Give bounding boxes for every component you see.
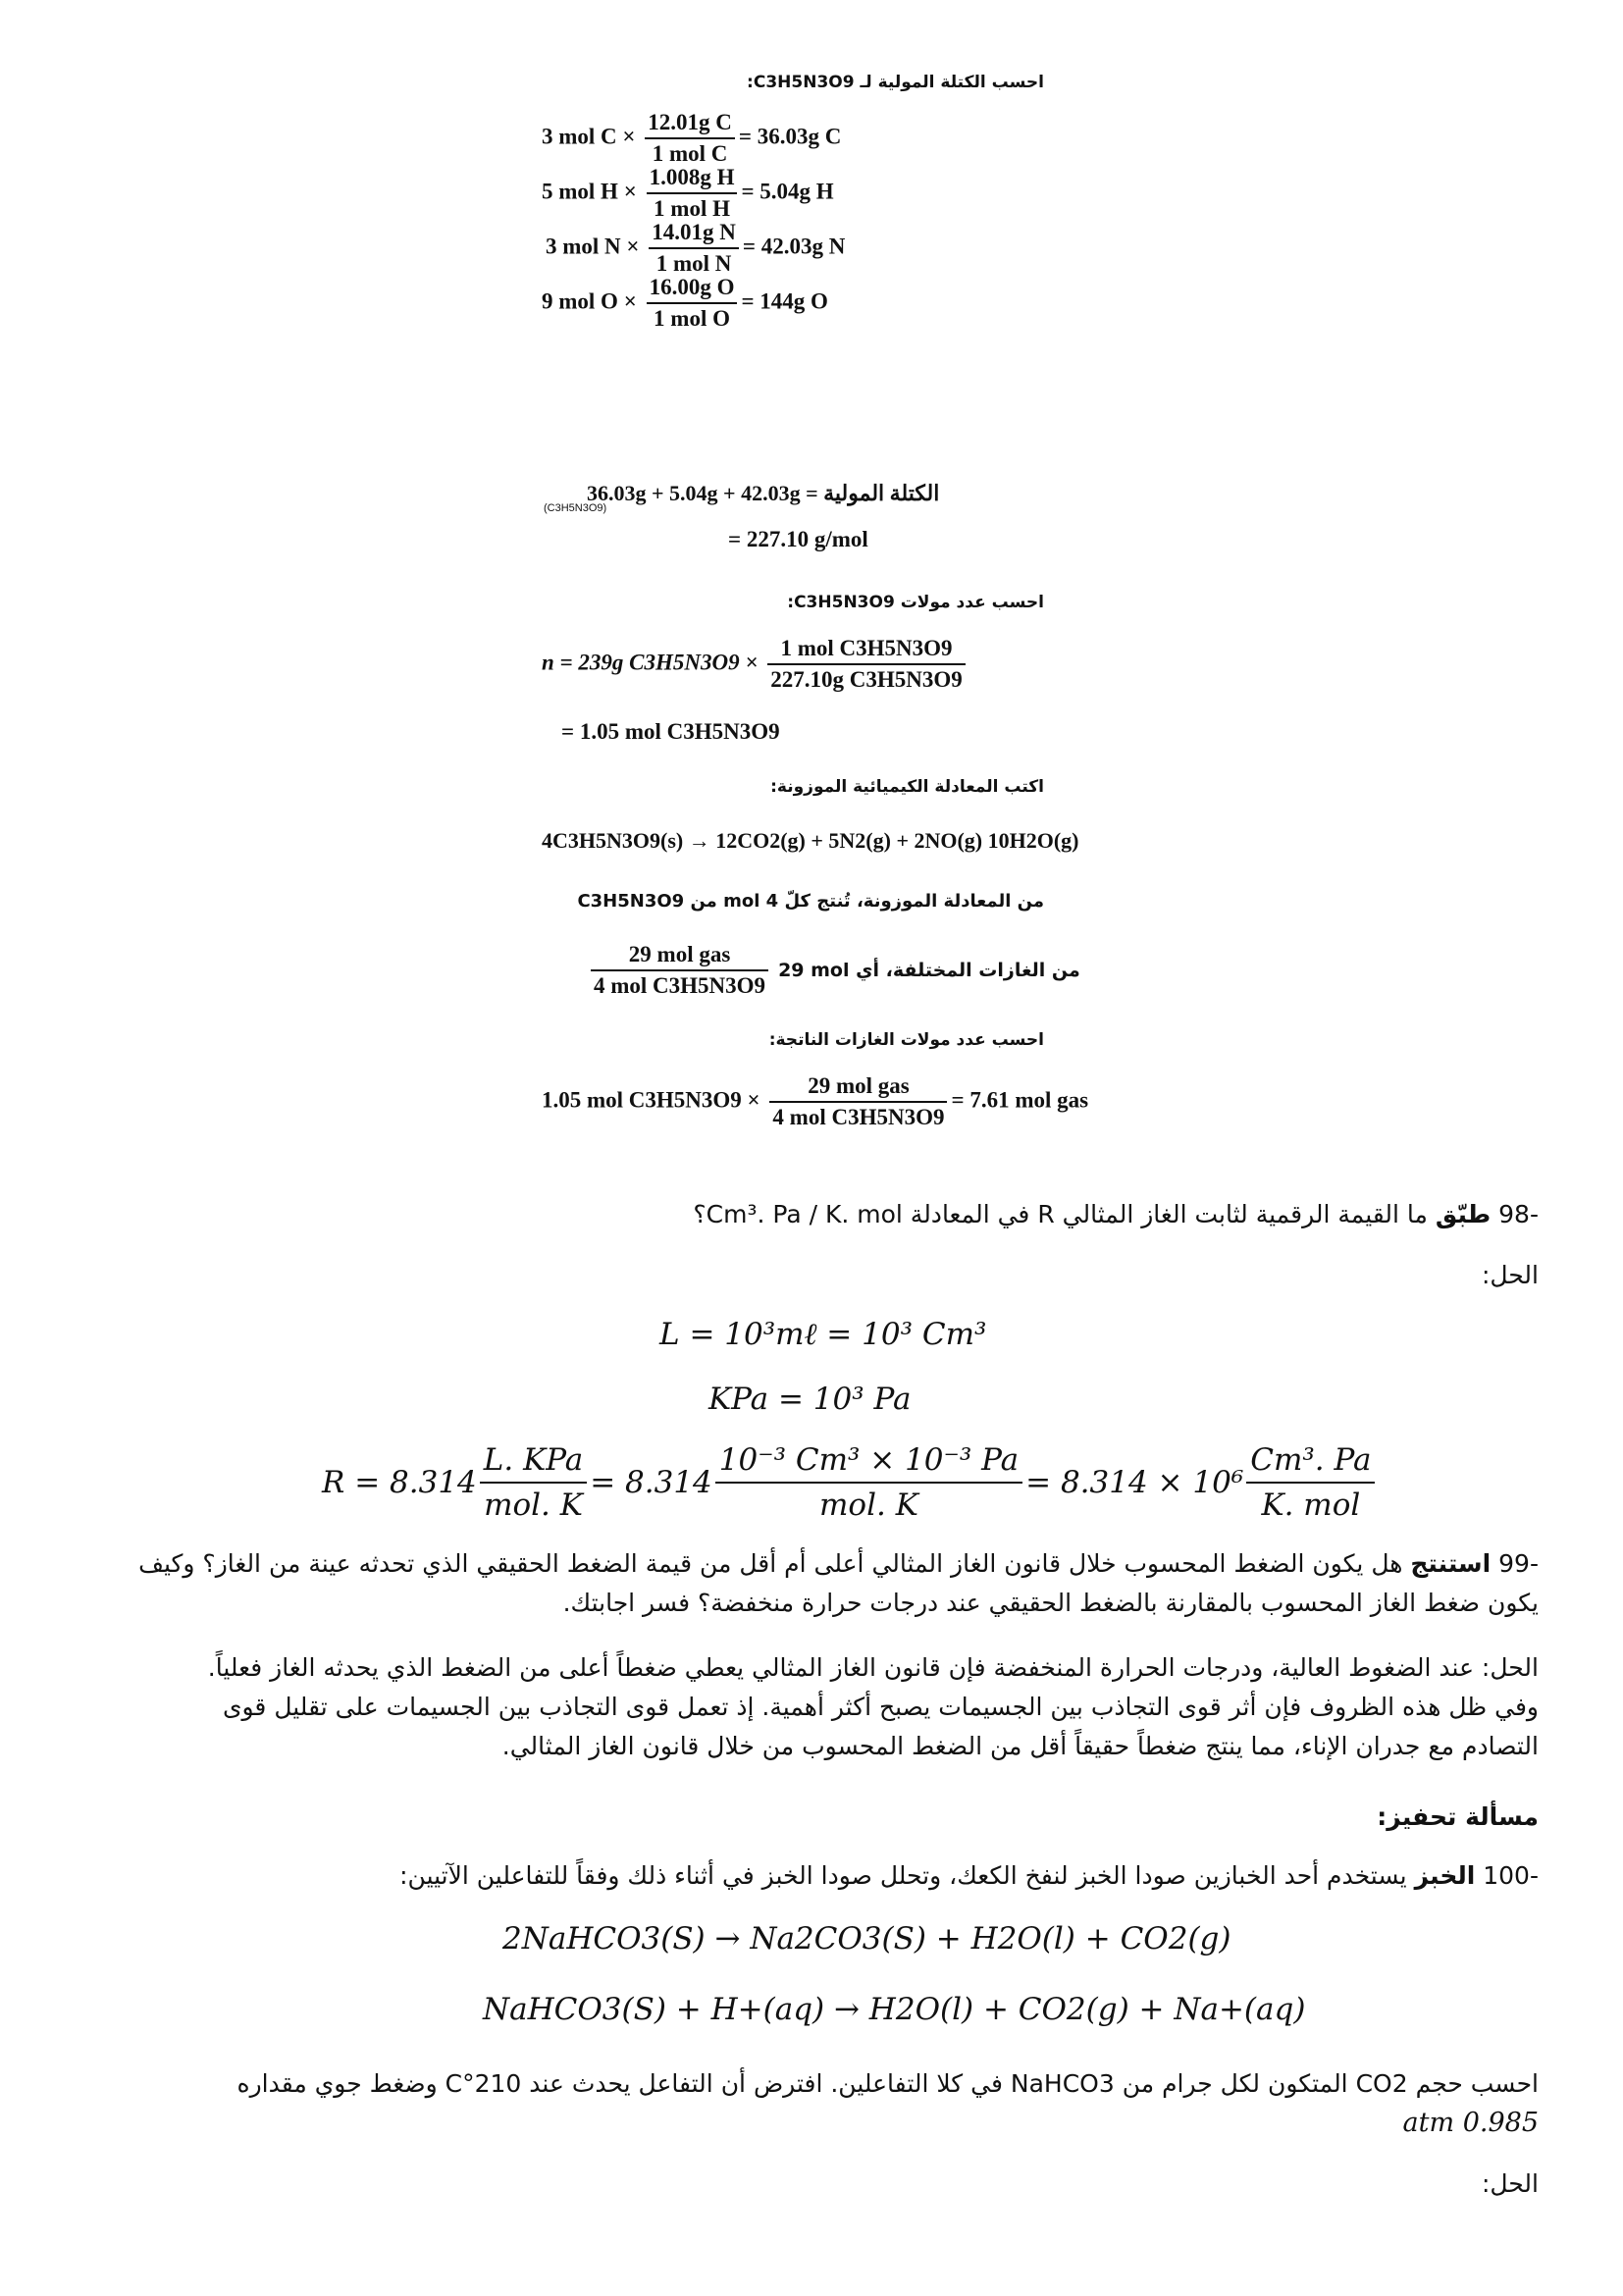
question-100-calc-line-2: 0.985 atm (1402, 2108, 1539, 2138)
question-text: ما القيمة الرقمية لثابت الغاز المثالي R في المعادلة Cm³. Pa / K. mol؟ (693, 1200, 1428, 1228)
question-99-line-2: يكون ضغط الغاز المحسوب بالمقارنة بالضغط الحقيقي عند درجات حرارة منخفضة؟ فسر اجابتك. (562, 1589, 1539, 1617)
heading-text: احسب الكتلة المولية لـ C3H5N3O9: (747, 73, 1044, 92)
question-99-line-1: -99 استنتج هل يكون الضغط المحسوب خلال قانون الغاز المثالي أعلى أم أقل من قيمة الضغط الحقيقي الذي تحدثه عينة من الغاز؟ وكيف (138, 1549, 1539, 1578)
row-lhs: 5 mol H (542, 179, 618, 204)
question-100-calc-line-1: احسب حجم CO2 المتكون لكل جرام من NaHCO3 في كلا التفاعلين. افترض أن التفاعل يحدث عند 210°C وضغط جوي مقداره (236, 2069, 1539, 2098)
molar-mass-row-h: 5 mol H × $\frac{\text{1.008g H}}{\text{1 mol H}}$ = 5.04g H (542, 165, 834, 221)
solution-label-100: الحل: (1481, 2169, 1539, 2198)
R-fraction-2: $\frac{\text{10⁻³ Cm³ × 10⁻³ Pa}}{\text{mol. K}}$ (715, 1442, 1022, 1523)
gas-moles-equation (542, 1073, 1088, 1130)
heading-molar-mass (747, 73, 1044, 92)
answer-99-line-2: وفي ظل هذه الظروف فإن أثر قوى التجاذب بين الجسيمات يصبح أكثر أهمية. إذ تعمل قوى التجاذب بين الجسيمات على تقليل قوى (222, 1693, 1539, 1721)
reaction-1: 2NaHCO3(S) → Na2CO3(S) + H2O(l) + CO2(g) (502, 1921, 1231, 1957)
row-lhs: 9 mol O (542, 288, 618, 314)
question-98 (165, 1195, 1539, 1234)
moles-lhs: n = 239g C3H5N3O9 × (542, 650, 759, 675)
molar-mass-row-n: 3 mol N × $\frac{\text{14.01g N}}{\text{1 mol N}}$ = 42.03g N (546, 220, 846, 276)
gas-lhs: 1.05 mol C3H5N3O9 × (542, 1087, 760, 1113)
answer-99 (86, 1648, 1539, 1766)
row-rhs: = 36.03g C (738, 124, 842, 149)
R-fraction-1: $\frac{\text{L. KPa}}{\text{mol. K}}$ (480, 1442, 587, 1523)
gas-fraction: $\frac{\text{29 mol gas}}{\text{4 mol C3H5N3O9}}$ (769, 1073, 947, 1130)
row-rhs: = 5.04g H (741, 179, 834, 204)
row-fraction: $\frac{\text{1.008g H}}{\text{1 mol H}}$ (647, 165, 738, 222)
question-100: -100 الخبز يستخدم أحد الخبازين صودا الخبز لنفخ الكعك، وتحلل صودا الخبز في أثناء ذلك وفقاً للتفاعلين الآتيين: (399, 1861, 1539, 1890)
equation-kilopascal: KPa = 10³ Pa (708, 1382, 912, 1417)
heading-balanced-equation: اكتب المعادلة الكيميائية الموزونة: (770, 777, 1044, 797)
ratio-line: من المعادلة الموزونة، تُنتج كلّ 4 mol من C3H5N3O9 (577, 891, 1044, 912)
balanced-equation: 4C3H5N3O9(s) → 12CO2(g) + 5N2(g) + 2NO(g) 10H2O(g) (542, 828, 1079, 853)
ratio-text: 29 mol من الغازات المختلفة، أي (778, 960, 1080, 981)
row-lhs: 3 mol C (542, 124, 617, 149)
row-fraction: $\frac{\text{14.01g N}}{\text{1 mol N}}$ (649, 220, 739, 277)
question-100-calc (86, 2064, 1539, 2143)
row-fraction: $\frac{\text{16.00g O}}{\text{1 mol O}}$ (647, 275, 738, 332)
row-fraction: $\frac{\text{12.01g C}}{\text{1 mol C}}$ (645, 110, 735, 167)
moles-fraction: $\frac{\text{1 mol C3H5N3O9}}{\text{227.10g C3H5N3O9}}$ (767, 636, 966, 693)
row-rhs: = 42.03g N (742, 234, 846, 259)
question-keyword: طبّق (1435, 1200, 1492, 1228)
gas-rhs: = 7.61 mol gas (951, 1087, 1089, 1113)
moles-equation (542, 636, 969, 693)
ratio-row (587, 942, 1080, 999)
molar-mass-row-c: 3 mol C × $\frac{\text{12.01g C}}{\text{1 mol C}}$ = 36.03g C (542, 110, 842, 166)
row-rhs: = 144g O (741, 288, 828, 314)
question-99 (86, 1544, 1539, 1623)
ratio-fraction: $\frac{\text{29 mol gas}}{\text{4 mol C3H5N3O9}}$ (591, 942, 768, 999)
row-lhs: 3 mol N (546, 234, 621, 259)
equation-R: R = 8.314 $\frac{\text{L. KPa}}{\text{mol. K}}$ = 8.314 $\frac{\text{10⁻³ Cm³ × 10⁻³ Pa}}{\text{mol. K}}$ = 8.314 × 10⁶ $\frac{\text{Cm³. Pa}}{\text{K. mol}}$ (322, 1442, 1378, 1523)
moles-result: = 1.05 mol C3H5N3O9 (561, 719, 780, 744)
answer-99-line-1: الحل: عند الضغوط العالية، ودرجات الحرارة المنخفضة فإن قانون الغاز المثالي يعطي ضغطاً أعلى من الضغط الذي يحدثه الغاز فعلياً. (207, 1653, 1539, 1682)
challenge-heading: مسألة تحفيز: (1377, 1802, 1539, 1831)
molar-mass-row-o: 9 mol O × $\frac{\text{16.00g O}}{\text{1 mol O}}$ = 144g O (542, 275, 828, 331)
answer-99-line-3: التصادم مع جدران الإناء، مما ينتج ضغطاً حقيقاً أقل من الضغط المحسوب من خلال قانون الغاز المثالي. (501, 1732, 1539, 1760)
solution-label-98: الحل: (1481, 1261, 1539, 1289)
equation-liter: L = 10³mℓ = 10³ Cm³ (659, 1317, 987, 1352)
R-fraction-3: $\frac{\text{Cm³. Pa}}{\text{K. mol}}$ (1246, 1442, 1375, 1523)
sum-label-sub: (C3H5N3O9) (544, 502, 607, 514)
question-number: -98 (1498, 1200, 1539, 1228)
heading-gas-moles: احسب عدد مولات الغازات الناتجة: (768, 1030, 1044, 1050)
heading-moles: احسب عدد مولات C3H5N3O9: (787, 593, 1044, 612)
reaction-2: NaHCO3(S) + H+(aq) → H2O(l) + CO2(g) + Na+(aq) (483, 1992, 1306, 2027)
sum-result: = 227.10 g/mol (728, 527, 868, 551)
sum-equation: الكتلة المولية = 36.03g + 5.04g + 42.03g (587, 481, 940, 505)
